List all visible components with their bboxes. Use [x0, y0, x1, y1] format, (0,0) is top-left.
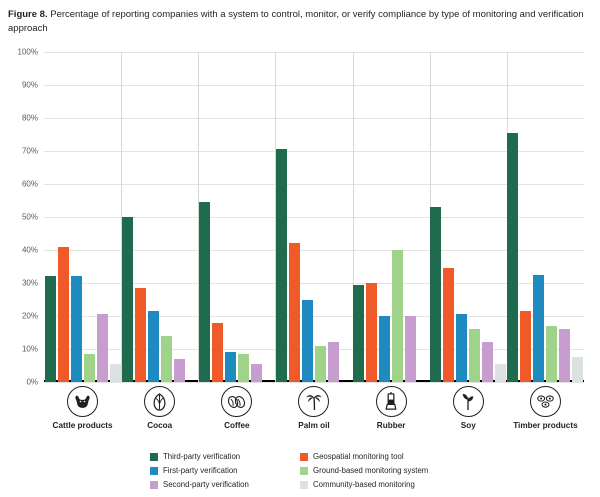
- legend-item: [300, 480, 480, 489]
- legend-swatch: [300, 467, 308, 475]
- bar: [443, 268, 454, 382]
- legend-swatch: [300, 453, 308, 461]
- gridline: [44, 382, 584, 383]
- cocoa-pod-icon: [144, 386, 175, 417]
- cow-icon: [67, 386, 98, 417]
- x-axis-category: [430, 386, 507, 448]
- bar: [45, 276, 56, 382]
- legend-label: Second-party verification: [163, 480, 249, 489]
- bar-group: [430, 52, 507, 382]
- bar: [572, 357, 583, 382]
- y-axis-tick-label: 10%: [21, 344, 38, 354]
- bar-group: [44, 52, 121, 382]
- legend-swatch: [150, 467, 158, 475]
- chart-plot-area: [17, 47, 584, 387]
- bar: [495, 364, 506, 382]
- y-axis-tick-label: 0%: [26, 377, 38, 387]
- bar: [97, 314, 108, 382]
- bar: [71, 276, 82, 382]
- bar: [353, 285, 364, 382]
- x-axis-category-label: Coffee: [224, 421, 250, 430]
- bar: [225, 352, 236, 382]
- bar: [405, 316, 416, 382]
- rubber-tapping-icon: [376, 386, 407, 417]
- figure-caption: [8, 8, 592, 36]
- bar: [58, 247, 69, 382]
- bar-group: [507, 52, 584, 382]
- bar: [135, 288, 146, 382]
- legend-label: Ground-based monitoring system: [313, 466, 429, 475]
- bar: [161, 336, 172, 382]
- chart-legend: [150, 452, 480, 489]
- y-axis-tick-label: 80%: [21, 113, 38, 123]
- bar: [456, 314, 467, 382]
- x-axis-category-label: Cocoa: [147, 421, 173, 430]
- x-axis-category-label: Timber products: [513, 421, 578, 430]
- bar: [251, 364, 262, 382]
- legend-label: Geospatial monitoring tool: [313, 452, 404, 461]
- figure-caption-text: Percentage of reporting companies with a system to control, monitor, or verify compliance by type of monitoring and verification approach: [8, 9, 584, 34]
- y-axis-tick-label: 70%: [21, 146, 38, 156]
- bar-group: [121, 52, 198, 382]
- bar: [302, 300, 313, 383]
- y-axis-tick-label: 20%: [21, 311, 38, 321]
- bar-group: [275, 52, 352, 382]
- bar: [507, 133, 518, 382]
- x-axis-category: [507, 386, 584, 448]
- bar: [199, 202, 210, 382]
- bar: [392, 250, 403, 382]
- legend-item: [300, 466, 480, 475]
- bar: [276, 149, 287, 382]
- y-axis-tick-label: 100%: [17, 47, 38, 57]
- y-axis-tick-label: 40%: [21, 245, 38, 255]
- bar: [546, 326, 557, 382]
- legend-swatch: [300, 481, 308, 489]
- bar: [238, 354, 249, 382]
- x-axis-category-labels: [44, 386, 584, 448]
- x-axis-category-label: Palm oil: [298, 421, 330, 430]
- bar-group: [198, 52, 275, 382]
- x-axis-category-label: Soy: [460, 421, 476, 430]
- bar: [482, 342, 493, 382]
- bar: [559, 329, 570, 382]
- x-axis-category-label: Rubber: [376, 421, 406, 430]
- palm-tree-icon: [298, 386, 329, 417]
- y-axis-tick-label: 60%: [21, 179, 38, 189]
- bar: [366, 283, 377, 382]
- bar: [533, 275, 544, 382]
- legend-item: [150, 480, 300, 489]
- legend-label: First-party verification: [163, 466, 238, 475]
- bar-group: [353, 52, 430, 382]
- bar: [469, 329, 480, 382]
- bar: [110, 364, 121, 382]
- bar: [122, 217, 133, 382]
- soy-sprout-icon: [453, 386, 484, 417]
- bar: [328, 342, 339, 382]
- legend-swatch: [150, 481, 158, 489]
- y-axis-tick-label: 30%: [21, 278, 38, 288]
- bar: [430, 207, 441, 382]
- bar: [520, 311, 531, 382]
- y-axis-tick-label: 50%: [21, 212, 38, 222]
- y-axis-tick-label: 90%: [21, 80, 38, 90]
- x-axis-category-label: Cattle products: [52, 421, 113, 430]
- legend-item: [150, 466, 300, 475]
- timber-logs-icon: [530, 386, 561, 417]
- legend-label: Third-party verification: [163, 452, 241, 461]
- coffee-bean-icon: [221, 386, 252, 417]
- bar: [84, 354, 95, 382]
- legend-label: Community-based monitoring: [313, 480, 415, 489]
- bar-groups: [44, 52, 584, 382]
- legend-item: [150, 452, 300, 461]
- bar: [289, 243, 300, 382]
- legend-item: [300, 452, 480, 461]
- bar: [315, 346, 326, 382]
- x-axis-category: [44, 386, 121, 448]
- bar: [379, 316, 390, 382]
- x-axis-category: [121, 386, 198, 448]
- x-axis-category: [275, 386, 352, 448]
- legend-swatch: [150, 453, 158, 461]
- bar: [212, 323, 223, 382]
- bar: [174, 359, 185, 382]
- bar: [148, 311, 159, 382]
- figure-caption-label: Figure 8.: [8, 9, 48, 20]
- x-axis-category: [198, 386, 275, 448]
- x-axis-category: [353, 386, 430, 448]
